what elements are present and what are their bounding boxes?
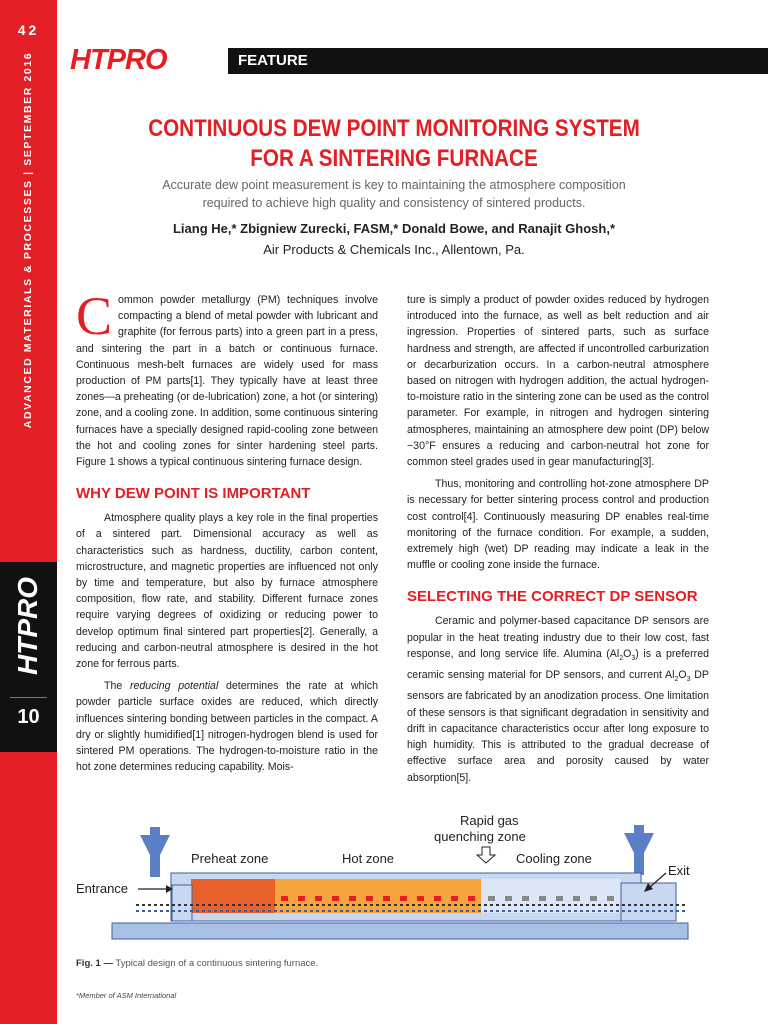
exit-stack-funnel [624, 833, 654, 863]
heading-selecting-sensor: SELECTING THE CORRECT DP SENSOR [407, 588, 698, 606]
text-run: DP sensors are fabricated by an anodization process. One limitation of these sensors is that significant degradation in sensitivity and drift in capacitance characteristics occur after long exposure to high humidity. This is attributed to the gradual decrease of effective surface area and porosity caused by water absorption[5]. [407, 669, 709, 784]
preheat-zone-fill [191, 879, 275, 913]
preheat-stack-funnel [140, 835, 170, 865]
hot-zone-fill [275, 879, 481, 913]
heading-why-dew-point: WHY DEW POINT IS IMPORTANT [76, 485, 311, 503]
label-exit: Exit [668, 863, 690, 878]
intro-paragraph [76, 286, 378, 470]
paragraph: Atmosphere quality plays a key role in the final properties of a sintered part. Dimensional accuracy as well as characteristics such as hardness, ductility, carbon content, microstructure, and magnetic properties are influenced not only by time and temperature, but also by furnace atmosphere composition, flow rate, and stability. Different furnace zones require varying degrees of oxidizing or reducing power to develop optimum final sintered part properties[2]. Generally, a reducing and carbon-neutral atmosphere is desired in the hot zone for ferrous parts. [76, 512, 378, 671]
quench-arrow [477, 847, 495, 863]
article-title [141, 114, 647, 174]
text-run: O [678, 669, 687, 682]
entrance-chamber [172, 885, 192, 921]
page-number: 42 [17, 22, 40, 38]
text-run: determines the rate at which powder particle surface oxides are reduced, which directly influences sintering bonding between particles in the compact. A dry or slightly humidified[1] nitrogen-hydrogen blend is used for sintered PM operations. The hydrogen-to-moisture ratio in the hot zone determines reducing capability. Mois- [76, 680, 378, 774]
cooling-zone-fill [481, 879, 621, 913]
label-cooling: Cooling zone [516, 851, 592, 866]
paragraph [407, 613, 709, 785]
caption-label: Fig. 1 — [76, 958, 113, 969]
label-entrance: Entrance [76, 881, 129, 896]
figure-caption [76, 958, 318, 969]
subscript: 2 [674, 676, 679, 684]
paragraph: Thus, monitoring and controlling hot-zone atmosphere DP is necessary for better sintering process control and production cost control[4]. Continuously measuring DP enables real-time monitoring of the furnace condition. For example, a sudden, extremely high (wet) DP reading may indicate a leak in the muffle or cooling zone inside the furnace. [407, 478, 709, 572]
label-preheat: Preheat zone [191, 851, 269, 866]
htpro-logo: HTPRO [70, 44, 167, 76]
sidebar-logo: HTPRO [12, 577, 43, 675]
footnote: *Member of ASM International [76, 991, 177, 1000]
emphasis-text: reducing potential [129, 680, 219, 693]
column-1 [76, 286, 378, 781]
drop-cap: C [76, 286, 113, 346]
intro-text: ommon powder metallurgy (PM) techniques involve compacting a blend of metal powder with lubricant and graphite (for ferrous parts) into a green part in a press, and sintering the part in a batch or continuous furnace. Continuous mesh-belt furnaces are widely used for mass production of PM parts[1]. They typically have at least three zones—a preheating (or de-lubrication) zone, a hot (or sintering) zone, and a cooling zone. In addition, some continuous sintering furnaces have a specially designed rapid-cooling zone between the hot and cooling zones for sinter hardening steel parts. Figure 1 shows a typical continuous sintering furnace design. [76, 294, 378, 469]
issue-number: 10 [17, 706, 40, 728]
affiliation: Air Products & Chemicals Inc., Allentown, Pa. [263, 242, 525, 257]
text-run: Ceramic and polymer-based capacitance DP sensors are popular in the heat treating industry due to their low cost, fast response, and long service life. Alumina (Al [407, 615, 709, 660]
sidebar-divider [10, 697, 47, 698]
text-run: O [623, 647, 632, 660]
label-hot: Hot zone [342, 851, 395, 866]
title-line-2: FOR A SINTERING FURNACE [250, 145, 538, 172]
section-label: FEATURE [238, 52, 308, 69]
label-rapid-2: quenching zone [434, 829, 526, 844]
section-bar [228, 48, 768, 74]
paragraph: ture is simply a product of powder oxides reduced by hydrogen introduced into the furnace, as well as belt reduction and air ingression. Properties of sintered parts, such as surface hardness and strength, are affected if uncontrolled carburization or decarburization occurs. In a carbon-neutral atmosphere based on nitrogen with hydrogen addition, the actual hydrogen-to-moisture ratio in the sintering zone can be used as the control parameter. For example, in nitrogen and hydrogen sintering atmospheres, maintaining an atmosphere dew point (DP) below −30°F ensures a reducing and carbon-neutral hot zone for common steel grades used in gear manufacturing[3]. [407, 294, 709, 469]
title-line-1: CONTINUOUS DEW POINT MONITORING SYSTEM [148, 115, 640, 142]
subtitle-line-1: Accurate dew point measurement is key to maintaining the atmosphere composition [162, 178, 626, 192]
furnace-diagram [76, 805, 708, 953]
text-run: The [104, 680, 130, 693]
publication-line: ADVANCED MATERIALS & PROCESSES | SEPTEMBER 2016 [22, 51, 34, 429]
paragraph [76, 678, 378, 775]
column-2 [407, 292, 709, 792]
subscript: 3 [686, 676, 691, 684]
subscript: 2 [619, 654, 624, 662]
subtitle-line-2: required to achieve high quality and consistency of sintered products. [202, 196, 586, 210]
furnace-base [112, 923, 688, 939]
sidebar [0, 0, 57, 1024]
caption-text: Typical design of a continuous sintering furnace. [112, 958, 319, 969]
article-subtitle [120, 176, 668, 212]
subscript: 3 [631, 654, 636, 662]
text-run: ) is a preferred ceramic sensing material for DP sensors, and current Al [407, 647, 709, 682]
label-rapid-1: Rapid gas [460, 813, 519, 828]
authors: Liang He,* Zbigniew Zurecki, FASM,* Donald Bowe, and Ranajit Ghosh,* [172, 221, 616, 236]
